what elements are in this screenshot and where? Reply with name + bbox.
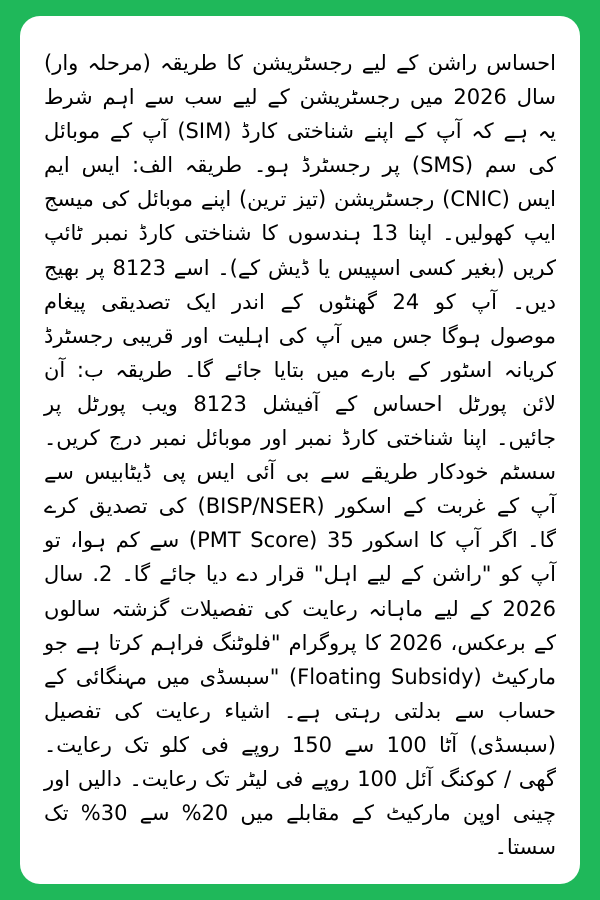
content-card: [20, 16, 580, 884]
article-text: احساس راشن کے لیے رجسٹریشن کا طریقہ (مرحلہ وار) سال 2026 میں رجسٹریشن کے لیے سب سے اہم شرط یہ ہے کہ آپ کے اپنے شناختی کارڈ (SIM) آپ کے موبائل کی سم (SMS) پر رجسٹرڈ ہو۔ طریقہ الف: ایس ایم ایس (CNIC) رجسٹریشن (تیز ترین) اپنے موبائل کی میسج ایپ کھولیں۔ اپنا 13 ہندسوں کا شناختی کارڈ نمبر ٹائپ کریں (بغیر کسی اسپیس یا ڈیش کے)۔ اسے 8123 پر بھیج دیں۔ آپ کو 24 گھنٹوں کے اندر ایک تصدیقی پیغام موصول ہوگا جس میں آپ کی اہلیت اور قریبی رجسٹرڈ کریانہ اسٹور کے بارے میں بتایا جائے گا۔ طریقہ ب: آن لائن پورٹل احساس کے آفیشل 8123 ویب پورٹل پر جائیں۔ اپنا شناختی کارڈ نمبر اور موبائل نمبر درج کریں۔ سسٹم خودکار طریقے سے بی آئی ایس پی ڈیٹابیس سے آپ کے غربت کے اسکور (BISP/NSER) کی تصدیق کرے گا۔ اگر آپ کا اسکور 35 (PMT Score) سے کم ہوا، تو آپ کو "راشن کے لیے اہل" قرار دے دیا جائے گا۔ 2. سال 2026 کے لیے ماہانہ رعایت کی تفصیلات گزشتہ سالوں کے برعکس، 2026 کا پروگرام "فلوٹنگ فراہم کرتا ہے جو مارکیٹ (Floating Subsidy) "سبسڈی میں مہنگائی کے حساب سے بدلتی رہتی ہے۔ اشیاء رعایت کی تفصیل (سبسڈی) آٹا 100 سے 150 روپے فی کلو تک رعایت۔ گھی / کوکنگ آئل 100 روپے فی لیٹر تک رعایت۔ دالیں اور چینی اوپن مارکیٹ کے مقابلے میں 20% سے 30% تک سستا۔: [44, 51, 557, 860]
